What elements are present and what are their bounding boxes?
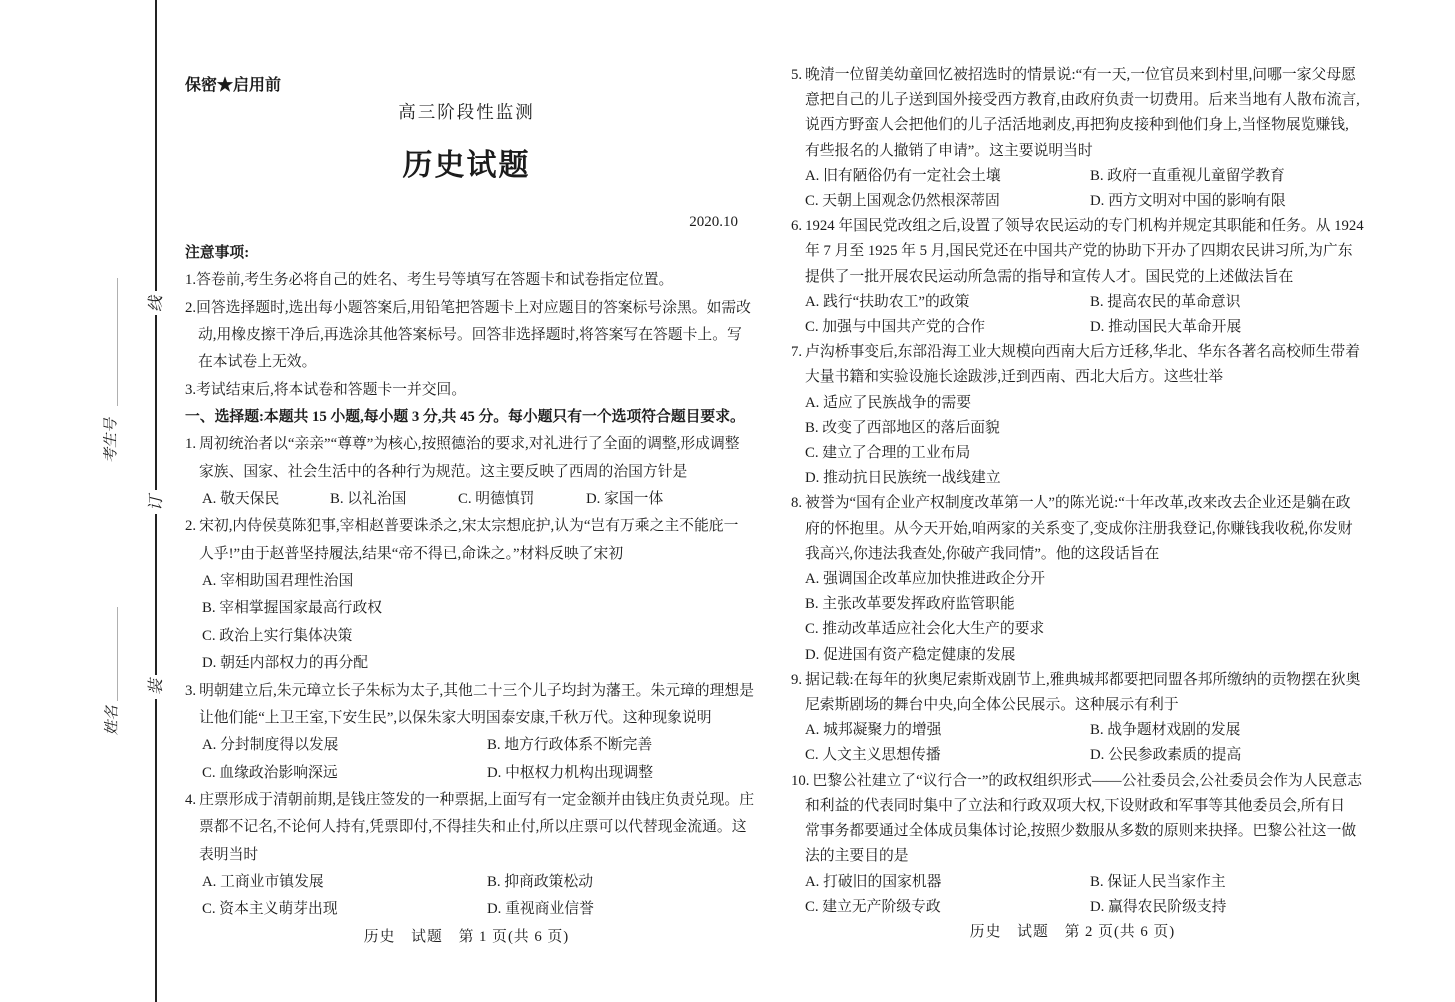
option: B. 抑商政策松动 [487, 873, 594, 890]
question-stem: 卢沟桥事变后,东部沿海工业大规模向西南大后方迁移,华北、华东各著名高校师生带着 [805, 344, 1360, 361]
question [185, 678, 754, 787]
option: B. 保证人民当家作主 [1090, 873, 1226, 890]
options-row [791, 164, 1354, 189]
option: D. 促进国有资产稳定健康的发展 [805, 646, 1016, 663]
exam-date: 2020.10 [689, 214, 738, 230]
question-stem: 周初统治者以“亲亲”“尊尊”为核心,按照德治的要求,对礼进行了全面的调整,形成调整 [199, 436, 740, 453]
question-text: 说西方野蛮人会把他们的儿子活活地剥皮,再把狗皮接种到他们身上,当怪物展览赚钱, [805, 117, 1349, 134]
option: C. 加强与中国共产党的合作 [805, 319, 986, 336]
question-text: 尼索斯剧场的舞台中央,向全体公民展示。这种展示有利于 [805, 697, 1179, 714]
binding-line-segment [155, 699, 157, 1002]
binding-char-ding: 订 [148, 495, 165, 512]
option: B. 提高农民的革命意识 [1090, 293, 1241, 310]
question [791, 63, 1360, 214]
option: B. 以礼治国 [330, 491, 407, 508]
options-row [791, 189, 1354, 214]
note-line: 3.考试结束后,将本试卷和答题卡一并交回。 [185, 381, 467, 398]
question-text: 人乎!”由于赵普坚持履法,结果“帝不得已,命诛之。”材料反映了宋初 [199, 545, 624, 562]
question [185, 431, 748, 513]
note-line: 1.答卷前,考生务必将自己的姓名、考生号等填写在答题卡和试卷指定位置。 [185, 272, 674, 289]
name-label: 姓名 [104, 705, 121, 736]
option: D. 推动国民大革命开展 [1090, 319, 1242, 336]
question-number: 3. [185, 682, 197, 699]
question-number: 2. [185, 518, 197, 535]
option: C. 建立了合理的工业布局 [805, 445, 971, 462]
question-text [791, 340, 1360, 365]
question [791, 769, 1363, 920]
option: A. 宰相助国君理性治国 [202, 573, 354, 590]
binding-char-zhuang: 装 [148, 679, 165, 696]
options-row [185, 896, 748, 923]
question-stem: 晚清一位留美幼童回忆被招选时的情景说:“有一天,一位官员来到村里,问哪一家父母愿 [805, 67, 1356, 83]
option: A. 践行“扶助农工”的政策 [805, 293, 970, 310]
option: D. 赢得农民阶级支持 [1090, 898, 1227, 915]
page-1 [185, 0, 754, 1002]
question-number: 8. [791, 495, 803, 512]
option: C. 建立无产阶级专政 [805, 898, 941, 915]
option: B. 主张改革要发挥政府监管职能 [805, 596, 1015, 613]
options-row [791, 315, 1354, 340]
question [791, 214, 1364, 340]
candidate-no-blank-line [117, 278, 118, 406]
question-text [791, 63, 1354, 88]
question-text [791, 769, 1363, 794]
notes-list [185, 267, 751, 404]
option: B. 战争题材戏剧的发展 [1090, 722, 1241, 739]
question-text: 家族、国家、社会生活中的各种行为规范。这主要反映了西周的治国方针是 [199, 463, 688, 480]
question-text: 府的怀抱里。从今天开始,咱两家的关系变了,变成你注册我登记,你赚钱我收税,你发财 [805, 520, 1353, 537]
exam-title: 历史试题 [402, 149, 531, 182]
option: A. 城邦凝聚力的增强 [805, 722, 942, 739]
note-item [185, 377, 748, 404]
option: C. 资本主义萌芽出现 [202, 901, 338, 918]
option: C. 天朝上国观念仍然根深蒂固 [805, 193, 1000, 210]
option: D. 推动抗日民族统一战线建立 [805, 470, 1001, 487]
question-stem: 明朝建立后,朱元璋立长子朱标为太子,其他二十三个儿子均封为藩王。朱元璋的理想是 [199, 682, 754, 699]
option: B. 宰相掌握国家最高行政权 [202, 600, 383, 617]
binding-line-segment [155, 514, 157, 675]
page-2-body [791, 63, 1364, 945]
options-row [791, 895, 1354, 920]
options-row [791, 743, 1354, 768]
option: D. 朝廷内部权力的再分配 [202, 655, 369, 672]
notes-heading: 注意事项: [185, 245, 250, 261]
binding-line-segment [155, 315, 157, 490]
binding-char-xian: 线 [148, 296, 165, 313]
question-text: 法的主要目的是 [805, 848, 909, 865]
question-text: 提供了一批开展农民运动所急需的指导和宣传人才。国民党的上述做法旨在 [805, 268, 1294, 285]
question-text: 让他们能“上卫王室,下安生民”,以保朱家大明国泰安康,千秋万代。这种现象说明 [199, 709, 712, 726]
question-number: 7. [791, 344, 803, 361]
options-row [791, 870, 1354, 895]
option: A. 敬天保民 [202, 491, 280, 508]
question-text: 意把自己的儿子送到国外接受西方教育,由政府负责一切费用。后来当地有人散布流言, [805, 92, 1360, 109]
options-row [791, 290, 1354, 315]
exam-subtitle: 高三阶段性监测 [398, 102, 535, 122]
options-row [185, 486, 748, 513]
name-blank-line [117, 607, 118, 701]
question-text: 票都不记名,不论何人持有,凭票即付,不得挂失和止付,所以庄票可以代替现金流通。这 [199, 819, 747, 836]
questions-page-2 [791, 63, 1364, 920]
page-2-footer: 历史 试题 第 2 页(共 6 页) [969, 923, 1176, 940]
page-2 [791, 0, 1364, 1002]
question-stem: 宋初,内侍侯莫陈犯事,宰相赵普要诛杀之,宋太宗想庇护,认为“岂有万乘之主不能庇一 [199, 518, 739, 535]
option: D. 公民参政素质的提高 [1090, 747, 1242, 764]
option: C. 人文主义思想传播 [805, 747, 941, 764]
options-row [185, 732, 748, 759]
question-text: 我高兴,你违法我查处,你破产我同情”。他的这段话旨在 [805, 545, 1160, 562]
candidate-no-label: 考生号 [103, 418, 120, 464]
question [791, 668, 1361, 769]
question-text: 有些报名的人撤销了申请”。这主要说明当时 [805, 142, 1093, 159]
question-text [185, 787, 754, 814]
option: C. 推动改革适应社会化大生产的要求 [805, 621, 1045, 638]
page-1-footer: 历史 试题 第 1 页(共 6 页) [363, 928, 570, 945]
question-number: 9. [791, 671, 803, 688]
question [791, 340, 1360, 491]
option: C. 血缘政治影响深远 [202, 764, 338, 781]
question-text: 和利益的代表同时集中了立法和行政双项大权,下设财政和军事等其他委员会,所有日 [805, 797, 1346, 814]
question-stem: 据记载:在每年的狄奥尼索斯戏剧节上,雅典城邦都要把同盟各邦所缴纳的贡物摆在狄奥 [805, 671, 1361, 688]
option: D. 重视商业信誉 [487, 901, 594, 918]
option: A. 工商业市镇发展 [202, 873, 324, 890]
options-row [185, 760, 748, 787]
option: D. 家国一体 [586, 491, 664, 508]
option: B. 改变了西部地区的落后面貌 [805, 419, 1000, 436]
question-text [185, 678, 754, 705]
question-text: 常事务都要通过全体成员集体讨论,按照少数服从多数的原则来抉择。巴黎公社这一做 [805, 823, 1357, 840]
page-1-body [185, 240, 754, 951]
question-stem: 巴黎公社建立了“议行合一”的政权组织形式——公社委员会,公社委员会作为人民意志 [812, 772, 1363, 789]
binding-line-segment [155, 0, 157, 291]
option: D. 中枢权力机构出现调整 [487, 764, 654, 781]
option: C. 政治上实行集体决策 [202, 627, 353, 644]
question-text [791, 668, 1361, 693]
note-item [185, 295, 751, 377]
option: A. 打破旧的国家机器 [805, 873, 942, 890]
question-text [791, 214, 1364, 239]
question-number: 1. [185, 436, 197, 453]
question-number: 4. [185, 791, 197, 808]
option: B. 政府一直重视儿童留学教育 [1090, 167, 1285, 184]
question-text [185, 513, 748, 540]
note-line: 在本试卷上无效。 [198, 354, 317, 371]
note-line: 2.回答选择题时,选出每小题答案后,用铅笔把答题卡上对应题目的答案标号涂黑。如需改 [185, 299, 751, 316]
option: C. 明德慎罚 [458, 491, 535, 508]
question-stem: 庄票形成于清朝前期,是钱庄签发的一种票据,上面写有一定金额并由钱庄负责兑现。庄 [199, 791, 754, 808]
secrecy-notice: 保密★启用前 [185, 77, 282, 94]
option: D. 西方文明对中国的影响有限 [1090, 193, 1286, 210]
question-number: 5. [791, 67, 803, 83]
option: B. 地方行政体系不断完善 [487, 737, 653, 754]
question [791, 491, 1354, 667]
question-text: 年 7 月至 1925 年 5 月,国民党还在中国共产党的协助下开办了四期农民讲习所,为广东 [805, 243, 1353, 260]
section-1-heading: 一、选择题:本题共 15 小题,每小题 3 分,共 45 分。每小题只有一个选项符合题目要求。 [185, 409, 745, 426]
option: A. 分封制度得以发展 [202, 737, 339, 754]
question-stem: 1924 年国民党改组之后,设置了领导农民运动的专门机构并规定其职能和任务。从 1924 [805, 218, 1364, 235]
option: A. 强调国企改革应加快推进政企分开 [805, 571, 1046, 588]
question-text [791, 491, 1354, 516]
question-number: 10. [791, 772, 810, 789]
question [185, 513, 748, 677]
question-number: 6. [791, 218, 803, 235]
question [185, 787, 754, 924]
option: A. 旧有陋俗仍有一定社会土壤 [805, 167, 1001, 184]
note-item [185, 267, 748, 294]
note-line: 动,用橡皮擦干净后,再选涂其他答案标号。回答非选择题时,将答案写在答题卡上。写 [198, 327, 742, 344]
option: A. 适应了民族战争的需要 [805, 394, 972, 411]
questions-page-1 [185, 431, 754, 923]
options-row [185, 869, 748, 896]
question-text [185, 431, 748, 458]
question-text: 表明当时 [199, 846, 259, 863]
question-stem: 被誉为“国有企业产权制度改革第一人”的陈光说:“十年改革,改来改去企业还是躺在政 [805, 495, 1351, 512]
question-text: 大量书籍和实验设施长途跋涉,迁到西南、西北大后方。这些壮举 [805, 369, 1224, 386]
options-row [791, 718, 1354, 743]
